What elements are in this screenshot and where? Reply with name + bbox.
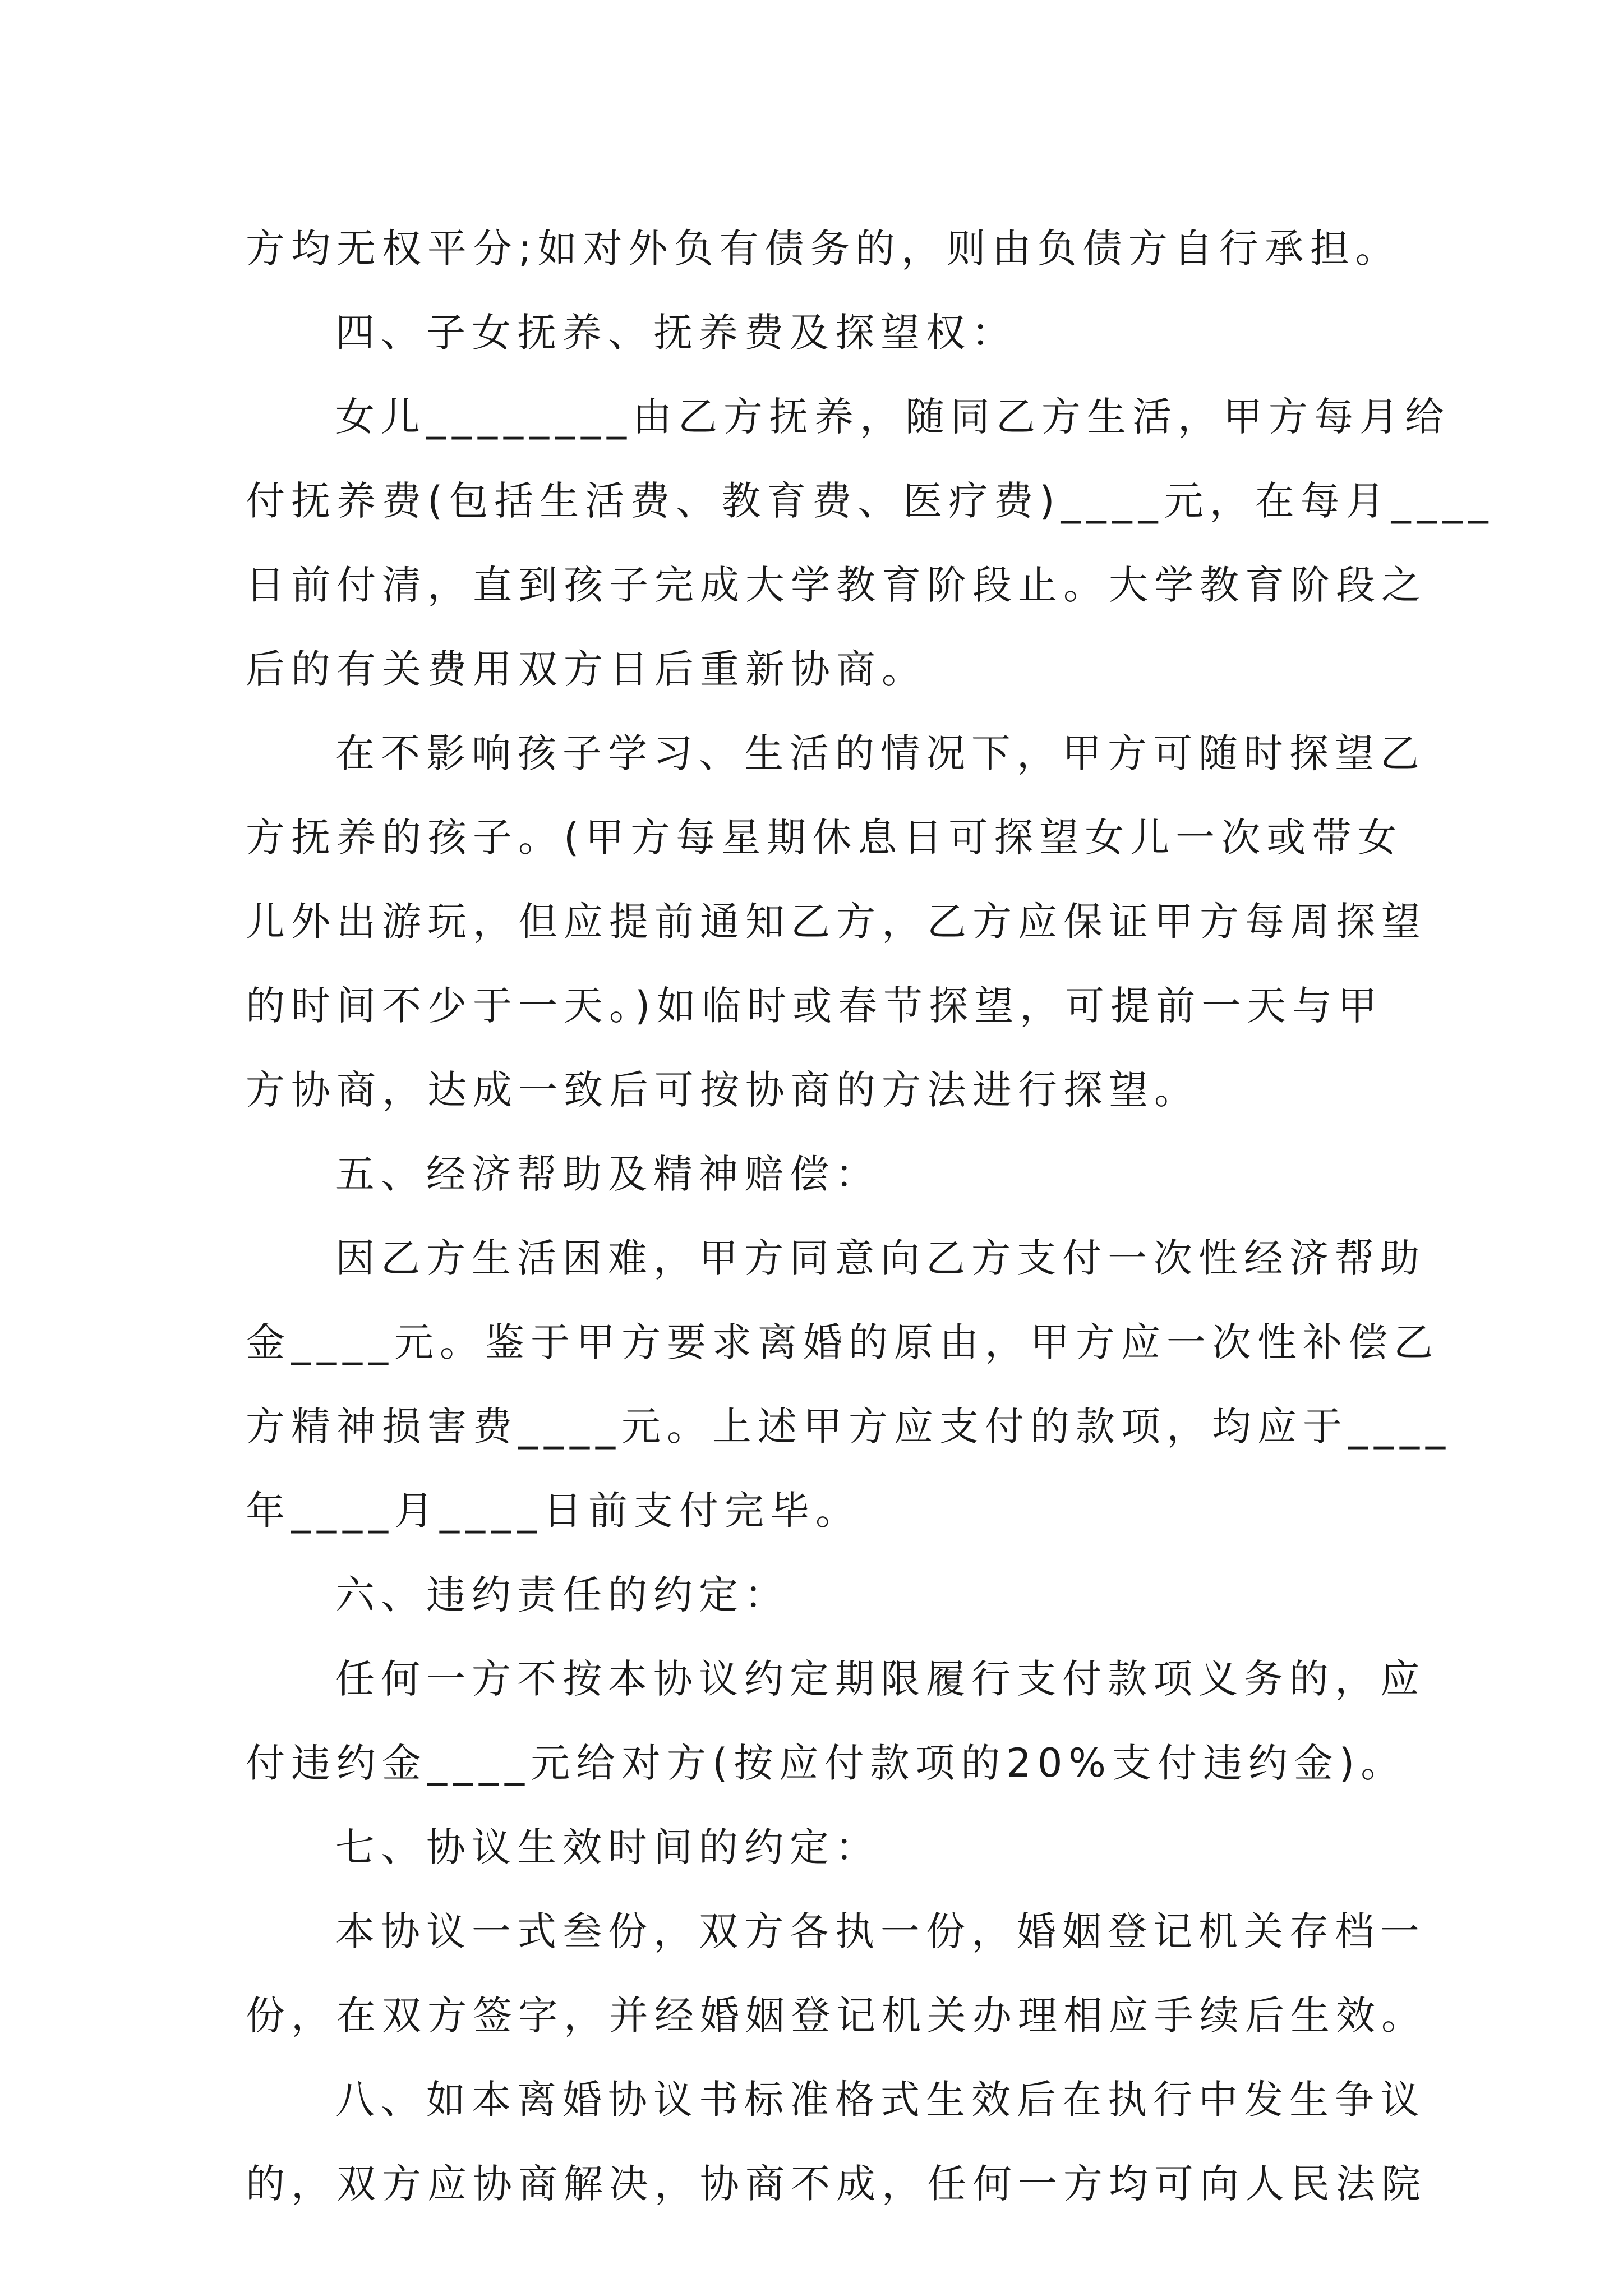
text-line: 份，在双方签字，并经婚姻登记机关办理相应手续后生效。	[246, 1993, 1427, 2039]
text-line: 的时间不少于一天。)如临时或春节探望，可提前一天与甲	[246, 983, 1384, 1029]
text-line: 的，双方应协商解决，协商不成，任何一方均可向人民法院	[246, 2161, 1427, 2207]
text-line: 日前付清，直到孩子完成大学教育阶段止。大学教育阶段之	[246, 562, 1427, 608]
section-heading: 七、协议生效时间的约定：	[335, 1824, 880, 1870]
text-line: 方协商，达成一致后可按协商的方法进行探望。	[246, 1067, 1200, 1113]
text-line: 年____月____日前支付完毕。	[246, 1488, 861, 1534]
text-line: 金____元。鉴于甲方要求离婚的原由，甲方应一次性补偿乙	[246, 1319, 1439, 1365]
text-line: 任何一方不按本协议约定期限履行支付款项义务的，应	[335, 1656, 1426, 1702]
text-line: 方精神损害费____元。上述甲方应支付的款项，均应于____	[246, 1404, 1451, 1450]
text-line: 女儿________由乙方抚养，随同乙方生活，甲方每月给	[335, 394, 1450, 440]
document-body	[246, 206, 1495, 2226]
text-line: 儿外出游玩，但应提前通知乙方，乙方应保证甲方每周探望	[246, 899, 1427, 945]
text-line: 八、如本离婚协议书标准格式生效后在执行中发生争议	[335, 2077, 1426, 2123]
section-heading: 六、违约责任的约定：	[335, 1572, 790, 1618]
text-line: 后的有关费用双方日后重新协商。	[246, 646, 927, 692]
text-line: 付抚养费(包括生活费、教育费、医疗费)____元，在每月____	[246, 478, 1495, 524]
text-line: 在不影响孩子学习、生活的情况下，甲方可随时探望乙	[335, 730, 1426, 776]
section-heading: 四、子女抚养、抚养费及探望权：	[335, 310, 1017, 356]
section-heading: 五、经济帮助及精神赔偿：	[335, 1151, 880, 1197]
text-line: 因乙方生活困难，甲方同意向乙方支付一次性经济帮助	[335, 1235, 1426, 1281]
text-line: 方抚养的孩子。(甲方每星期休息日可探望女儿一次或带女	[246, 815, 1403, 861]
text-line: 本协议一式叁份，双方各执一份，婚姻登记机关存档一	[335, 1908, 1426, 1954]
text-line: 方均无权平分;如对外负有债务的，则由负债方自行承担。	[246, 226, 1401, 272]
text-line: 付违约金____元给对方(按应付款项的20%支付违约金)。	[246, 1740, 1407, 1786]
